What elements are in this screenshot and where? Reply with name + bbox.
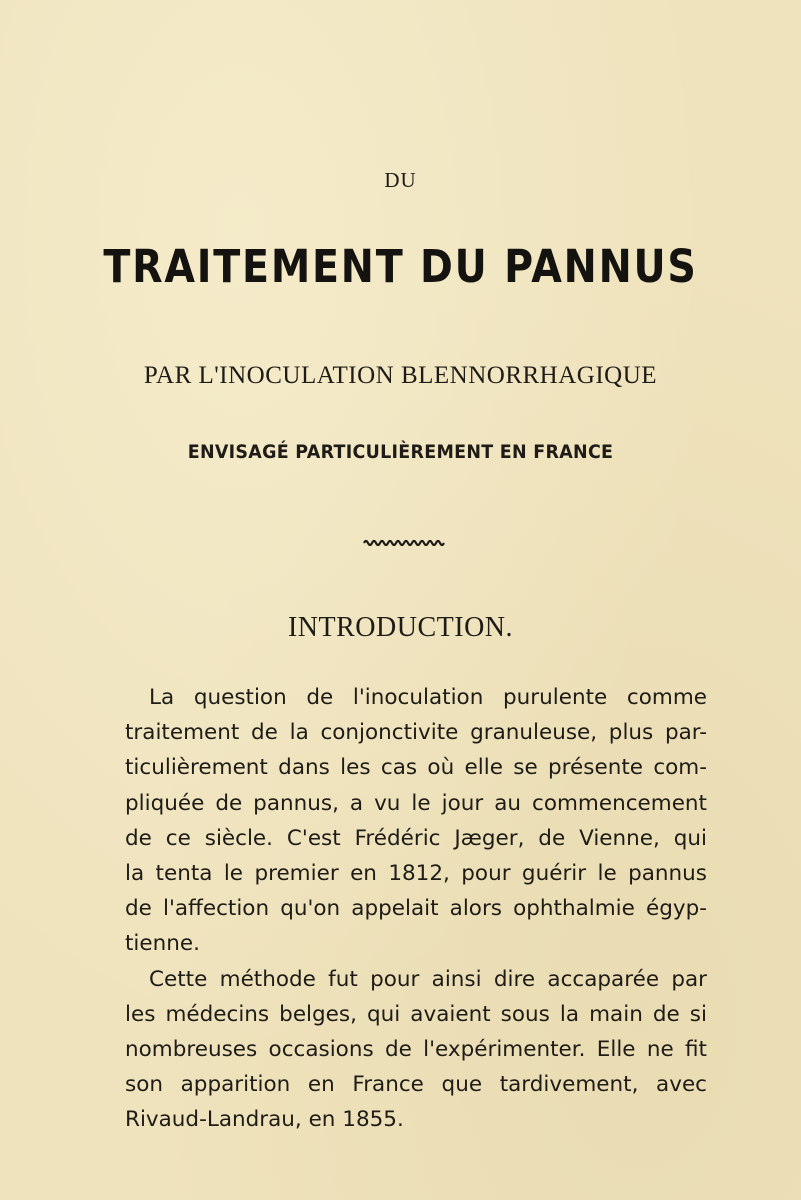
page-title: TRAITEMENT DU PANNUS xyxy=(103,240,698,293)
subtitle-secondary: ENVISAGÉ PARTICULIÈREMENT EN FRANCE xyxy=(187,441,614,463)
body-line: La question de l'inoculation purulente comme xyxy=(149,685,707,710)
subtitle: PAR L'INOCULATION BLENNORRHAGIQUE xyxy=(143,362,658,389)
body-paragraphs xyxy=(125,680,707,1138)
body-line: ticulièrement dans les cas où elle se présente com- xyxy=(125,755,707,781)
body-line: nombreuses occasions de l'expérimenter. Elle ne fit xyxy=(125,1037,707,1063)
body-line: Rivaud-Landrau, en 1855. xyxy=(125,1107,404,1133)
body-line: pliquée de pannus, a vu le jour au commencement xyxy=(125,790,707,816)
body-line: de ce siècle. C'est Frédéric Jæger, de Vienne, qui xyxy=(125,825,707,851)
body-line: les médecins belges, qui avaient sous la main de si xyxy=(125,1001,707,1027)
section-heading: INTRODUCTION. xyxy=(287,612,514,643)
body-line: tienne. xyxy=(125,931,200,957)
wavy-divider-ornament xyxy=(363,538,445,548)
title-prefix: DU xyxy=(384,168,417,192)
body-line: traitement de la conjonctivite granuleuse, plus par- xyxy=(125,720,707,746)
body-line: son apparition en France que tardivement, avec xyxy=(125,1072,707,1098)
body-line: la tenta le premier en 1812, pour guérir le pannus xyxy=(125,861,707,887)
body-line: Cette méthode fut pour ainsi dire accaparée par xyxy=(149,966,707,992)
body-line: de l'affection qu'on appelait alors ophthalmie égyp- xyxy=(125,896,707,922)
